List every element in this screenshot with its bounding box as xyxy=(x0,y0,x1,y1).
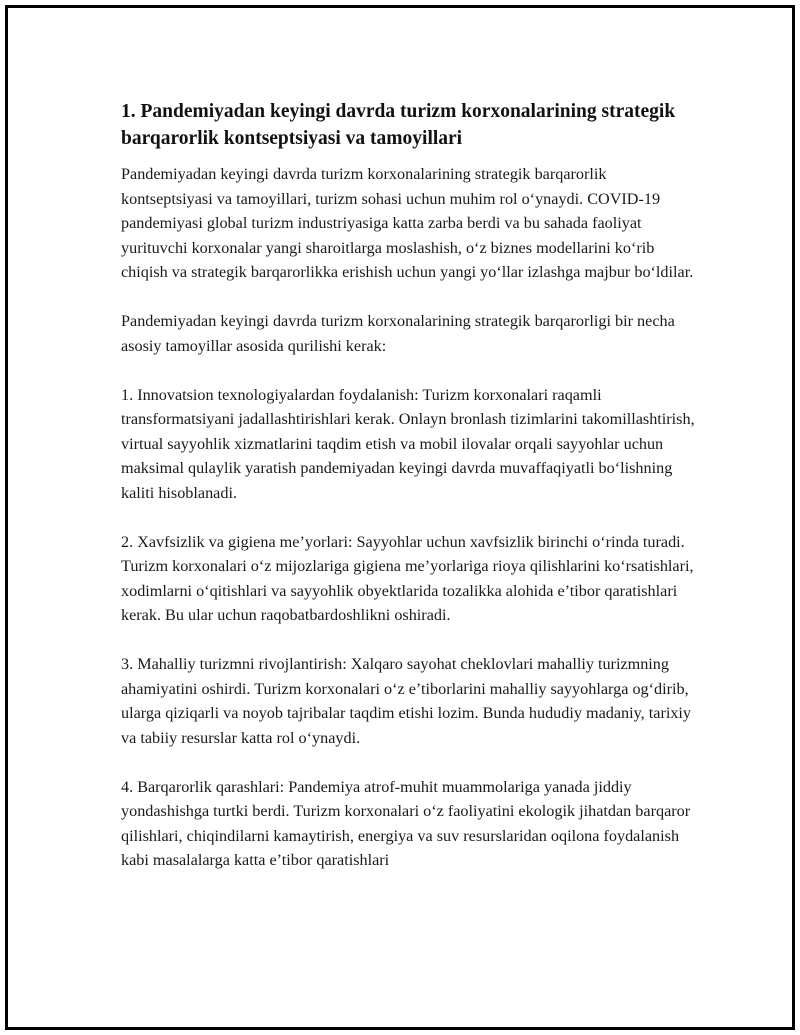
document-body xyxy=(121,98,696,897)
page-frame xyxy=(5,5,795,1030)
paragraph-principles-lead: Pandemiyadan keyingi davrda turizm korxonalarining strategik barqarorligi bir necha asosiy tamoyillar asosida qurilishi kerak: xyxy=(121,312,675,355)
paragraph-principle-1: 1. Innovatsion texnologiyalardan foydalanish: Turizm korxonalari raqamli transformatsiyani jadallashtirishlari kerak. Onlayn bronlash tizimlarini takomillashtirish, virtual sayyohlik xizmatlarini taqdim etish va mobil ilovalar orqali sayyohlar uchun maksimal qulaylik yaratish pandemiyadan keyingi davrda muvaffaqiyatli bo‘lishning kaliti hisoblanadi. xyxy=(121,385,695,502)
section-heading: 1. Pandemiyadan keyingi davrda turizm korxonalarining strategik barqarorlik kontseptsiyasi va tamoyillari xyxy=(121,101,676,149)
paragraph-principle-3: 3. Mahalliy turizmni rivojlantirish: Xalqaro sayohat cheklovlari mahalliy turizmning ahamiyatini oshirdi. Turizm korxonalari o‘z e’tiborlarini mahalliy sayyohlarga og‘dirib, ularga qiziqarli va noyob tajribalar taqdim etishi lozim. Bunda hududiy madaniy, tarixiy va tabiiy resurslar katta rol o‘ynaydi. xyxy=(121,655,692,747)
paragraph-principle-4: 4. Barqarorlik qarashlari: Pandemiya atrof-muhit muammolariga yanada jiddiy yondashishga turtki berdi. Turizm korxonalari o‘z faoliyatini ekologik jihatdan barqaror qilishlari, chiqindilarni kamaytirish, energiya va suv resurslaridan oqilona foydalanish kabi masalalarga katta e’tibor qaratishlari xyxy=(121,777,691,869)
paragraph-intro: Pandemiyadan keyingi davrda turizm korxonalarining strategik barqarorlik kontseptsiyasi va tamoyillari, turizm sohasi uchun muhim rol o‘ynaydi. COVID-19 pandemiyasi global turizm industriyasiga katta zarba berdi va bu sahada faoliyat yurituvchi korxonalar yangi sharoitlarga moslashish, o‘z biznes modellarini ko‘rib chiqish va strategik barqarorlikka erishish uchun yangi yo‘llar izlashga majbur bo‘ldilar. xyxy=(121,165,694,281)
paragraph-principle-2: 2. Xavfsizlik va gigiena me’yorlari: Sayyohlar uchun xavfsizlik birinchi o‘rinda turadi. Turizm korxonalari o‘z mijozlariga gigiena me’yorlariga rioya qilishlarini ko‘rsatishlari, xodimlarni o‘qitishlari va sayyohlik obyektlarida tozalikka alohida e’tibor qaratishlari kerak. Bu ular uchun raqobatbardoshlikni oshiradi. xyxy=(121,532,694,624)
